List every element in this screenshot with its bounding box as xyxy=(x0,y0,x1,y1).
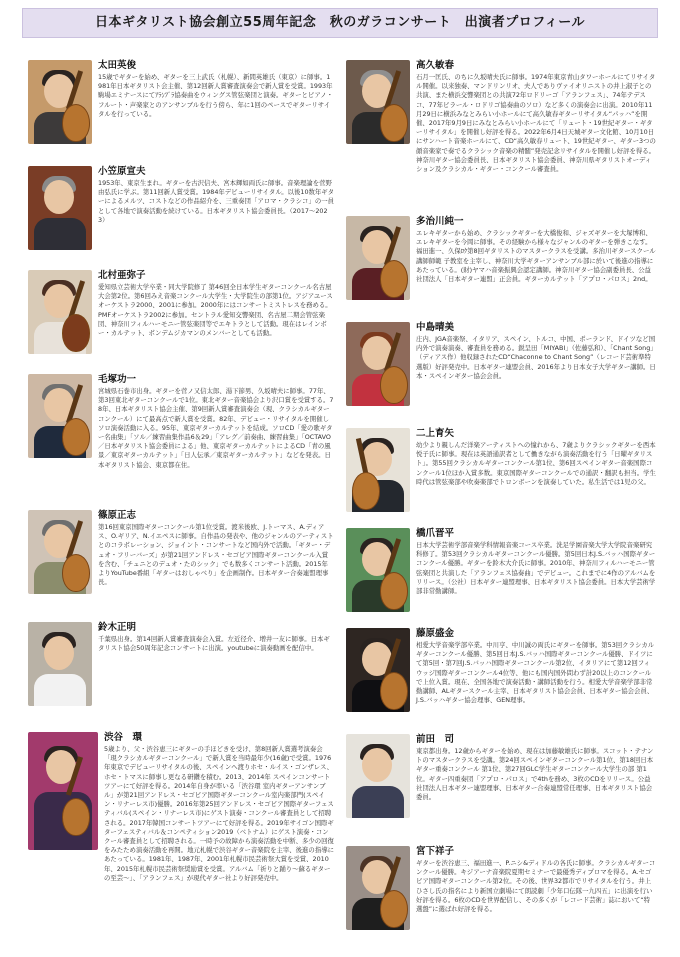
performer-name: 北村亜弥子 xyxy=(98,270,146,281)
profile-fujiwara xyxy=(346,628,656,712)
performer-name: 篠原正志 xyxy=(98,510,137,521)
performer-name: 橋爪晋平 xyxy=(416,528,455,539)
profile-shibuya xyxy=(28,732,334,883)
performer-name: 二上育矢 xyxy=(416,428,455,439)
profile-futagami xyxy=(346,428,656,512)
performer-name: 前田 司 xyxy=(416,734,455,745)
performer-photo xyxy=(28,510,92,594)
performer-bio: 第16回東京国際ギターコンクール第1位受賞。渡米後欧、J.トーマス、A.ディアス、O.ギリア、N.イエペスに師事。自作品の発表や、他のジャンルのアーティストとのコラボレーション、ジョイント・コンサートなど国内外で活動。「ギター・デュオ・フリーバーズ」が第21回アンドレス・セゴビア国際ギターコンクール入賞を含む、「チュニとのデュオ・たのシック」でも数多くコンサート活動。2015年よりYouTube番組「ギターはおしゃべり」を企画制作。日本ギター合奏連盟理事長。 xyxy=(98,523,334,587)
performer-name: 高久敏春 xyxy=(416,60,455,71)
performer-bio: 愛知県立芸術大学卒業・同大学院修了 第46回全日本学生ギターコンクール名古屋大会第2位。第6回みえ音楽コンクール大学生・大学院生の部第1位。アジアユースオーケストラ2000、2001に参加。2000年にはコンサートミストレスを務める。PMFオーケストラ2002に参加。セントラル愛知交響楽団、名古屋二期会管弦楽団、神奈川フィルハーモニー管弦楽団等でエキトラとして活動。現在はレインボー・カルテット、ボンデムジカマンのメンバーとしても活動。 xyxy=(98,283,333,338)
performer-photo xyxy=(28,374,92,458)
performer-photo xyxy=(346,216,410,300)
performer-bio: 1953年、東京生まれ。ギターを古沢信夫、宮本輝如両氏に師事。音楽理論を菅野由弘氏に学ぶ。第11回新人賞受賞。1984年デビューリサイタル。以後10数年ギターによるメルツ、コストなどの作品紹介を、三重奏団「アロマ・クラシコ」の一員として各地で演奏活動を続けている。日本ギタリスト協会委員長。（2017～2023） xyxy=(98,179,335,224)
performer-bio: 幼少より親しんだ洋楽アーティストへの憧れから、7歳よりクラシックギターを西本悦子氏に師事。現在は英語通訳者として働きながら演奏活動を行う「日曜ギタリスト」。第55回クラシカルギターコンクール第1位、第6回スペインギター音楽国際コンクール1位ほか入賞多数。東京国際ギターコンクールでの通訳・翻訳も担当。学生時代は管弦楽部や吹奏楽部でトロンボーンを演奏していた。私生活では1児の父。 xyxy=(416,441,656,486)
profile-suzuki xyxy=(28,622,334,706)
performer-name: 鈴木正明 xyxy=(98,622,137,633)
performer-name: 藤原盛金 xyxy=(416,628,455,639)
performer-photo xyxy=(28,166,92,250)
performer-photo xyxy=(28,732,98,850)
performer-photo xyxy=(28,622,92,706)
performer-name: 小笠原宣夫 xyxy=(98,166,146,177)
profile-miyashita xyxy=(346,846,656,930)
performer-bio: 相愛大学音楽学部卒業。中川亨、中川誠の両氏にギターを師事。第53回クラシカルギターコンクール優勝、第5回日本J.S.バッハ国際ギターコンクール優勝、ドイツにて第5回・第7回J.S.バッハ国際ギターコンクール第2位、イタリアにて第12回フィウッジ国際ギターコンクール4位等、他にも国内国外問わず計20以上のコンクールで上位入賞。現在、全国各地で演奏活動・講師活動を行う。相愛大学音楽学部非常勤講師、ALギタースクール主宰、日本ギタリスト協会会員、日本ギター協会会員、J.S.バッハギター協会理事、GEN理事。 xyxy=(416,641,655,705)
performer-name: 多治川純一 xyxy=(416,216,464,227)
performer-bio: 5歳より、父・渋谷恵三にギターの手ほどきを受け、第8回新人賞選考演奏会「現クラシカルギターコンクール」で新人賞を当時最年少(16歳)で受賞。1976年東京でデビューリサイタルの後、スペインへ渡りホセ・ルイス・ゴンザレス、ホセ・トマスに師事し更なる研鑽を積む。2013、2014年 スペインコンサートツアーにて好評を得る。2014年自身が率いる「渋谷環 室内ギターアンサンブル」が第21回アンドレス・セゴビア国際ギターコンクール室内楽部門(スペイン・リナーレス市)優勝。2016年第25回アンドレス・セゴビア国際ギターフェスティバル(スペイン・リナーレス市)にゲスト演奏・コンクール審査員として招聘される。2017年韓国コンサートツアーにて好評を得る。2019年サイゴン国際ギターフェスティバル＆コンペティション2019（ベトナム）にゲスト演奏・コンクール審査員として招聘される。一時予の故障から演奏活動を中断、多少の回復をみたため演奏活動を再開。地元札幌で渋谷ギター音楽院を主宰、後進の指導にあたっている。1981年、1987年、2001年札幌市民芸術祭大賞を受賞、2010年、2015年札幌市民芸術祭奨励賞を受賞。アルバム「祈りと踊り～蘇るギターの至芸～」、「アランフェス」が現代ギター社より好評発売中。 xyxy=(104,745,334,882)
performer-bio: ギターを渋谷恵三、福田進一、P.ニシ&ディドルの各氏に師事。クラシカルギターコンクール優勝。キジアーナ音楽院夏期セミナーで最優秀ディプロマを得る。A.セゴビア国際ギターコンクール第2位。その後、世界32都市でリサイタルを行う。井上ひさし氏の指名により新国立劇場にて朗読劇「少年口伝隊一九四五」に出演を行い好評を得る。6枚のCDを世界配信し、その多くが「レコード芸術」誌において“特選盤”に選ばれ好評を得る。 xyxy=(416,859,656,914)
performer-bio: 石月一匡氏、のちに久坂晴夫氏に師事。1974年東京青山タワーホールにてリサイタル開催。以来独奏、マンドリンリオ、夫人でありヴァイオリニストの井上淑子との共演、また横浜交響楽団との共演72年ロドリーゴ「アランフェス」、74年テデスコ、77年ピラール・ロドリゴ協奏曲のソロ）など多くの演奏会に出演。2010年11月29日に横浜みなとみらい小ホールにて高久敏春ギターリサイタル“パッハ”を開催、2017年9月9日にみなとみらい小ホールにて「リュート・19世紀ギター・ギターリサイタル」を開催し好評を得る。2022年6月4日天城ギター文化館、10月10日にサンハート音楽ホールにて、CD“高久敏春リュート、19世紀ギター、ギター3つの顔音楽家で奏でるクラシック音楽の精髄”発売記念リサイタルを開催し好評を得る。神奈川ギター協会委員長、日本ギタリスト協会委員、神奈川県ギタリストオーディション及クラシカル・ギター・コンクール審査員。 xyxy=(416,73,656,174)
performer-photo xyxy=(28,270,92,354)
performer-bio: 東京都出身。12歳からギターを始め、現在は加藤敏雄氏に師事。スコット・テナントのマスタークラスを受講。第24回スペインギターコンクール第1位、第18回日本ギター重奏コンクール 第1位、第27回GLC学生ギターコンクール大学生の部 第1位。ギター四重奏団「アプロ・パロス」で4thを務め、3枚のCDをリリース。公益社団法人日本ギター連盟理事、日本ギター合奏連盟常任理事、日本ギタリスト協会委員。 xyxy=(416,747,654,802)
performer-bio: 庄内、JGA音楽祭、イタリア、スペイン、トルコ、中国、ポーランド、ドイツなど国内外で演奏演奏、審査員を務める。鋭呈田「MIYABI」（佐藤弘和）、「Chant Song」（ディアス作）他収録されたCD“Chaconne to Chant Song”（レコード芸術準特選版）好評発売中。日本ギター連盟会員、2016年より日本女子大学ギター講師。日本・スペインギター協会会員。 xyxy=(416,335,656,380)
profile-hashizume xyxy=(346,528,656,612)
profile-ota xyxy=(28,60,334,144)
profile-shinohara xyxy=(28,510,334,594)
performer-name: 渋谷 環 xyxy=(104,732,143,743)
page-title: 日本ギタリスト協会創立55周年記念 秋のガラコンサート 出演者プロフィール xyxy=(22,8,658,38)
performer-name: 太田英俊 xyxy=(98,60,137,71)
performer-photo xyxy=(346,322,410,406)
performer-bio: 千葉県出身。第14回新人賞審査演奏会入賞。左近径介、増井一友に師事。日本ギタリスト協会50周年記念コンサートに出演。youtubeに演奏動画を配信中。 xyxy=(98,635,330,653)
performer-name: 宮下祥子 xyxy=(416,846,455,857)
performer-bio: 15歳でギターを始め、ギターを三上武氏（札幌）、新間英雄氏（東京）に師事。1981年日本ギタリスト会主催、第12回新人賞審査演奏会で新人賞を受賞。1993年駒場エミナースにてｱﾗﾝﾌﾞﾗ協奏曲をウィングス管弦楽団と演奏。ギターとピアノ・フルート・声楽家とのアンサンブルを行う傍ら、年に1回のペースでギターリサイタルを行っている。 xyxy=(98,73,333,118)
profile-takaku xyxy=(346,60,656,174)
profile-ogasawara xyxy=(28,166,334,250)
profile-kezuka xyxy=(28,374,334,470)
performer-photo xyxy=(346,628,410,712)
profile-kitamura xyxy=(28,270,334,354)
performer-bio: エレキギターから始め、クラシックギターを大橋俊和、ジャズギターを大塚博和、エレキギターを今岡に師事。その経験から様々なジャンルのギターを弾きこなす。福田進一、久保ﾛｸ第8回ギタリストのマスタークラスを受講。多治川ギタースクール講師師範 子教室を主宰し、神奈川大学ギターアンサンブル部に於いて後進の指導にあたっている。(財)ヤマハ音楽振興会認定講師。神奈川ギター協会副委員長、公益社団法人「日本ギター連盟」正会員。ギターカルテット「アプロ・パロス」2nd。 xyxy=(416,229,656,284)
performer-bio: 日本大学芸術学部音楽学科情報音楽コース卒業。洗足学園音楽大学大学院音楽研究科修了。第53回クラシカルギターコンクール優勝。第5回日本J.S.バッハ国際ギターコンクール優勝。ギターを鈴木大介氏に師事。2010年、神奈川フィルハーモニー管弦楽団と共演した「アランフェス協奏曲」でデビュー。これまでに4作のアルバムをリリース。（公社）日本ギター連盟理事、日本ギタリスト協会委員。日本大学芸術学部非常勤講師。 xyxy=(416,541,656,596)
profile-maeda xyxy=(346,734,656,818)
performer-name: 中島晴美 xyxy=(416,322,455,333)
performer-photo xyxy=(346,528,410,612)
performer-photo xyxy=(346,60,410,144)
performer-photo xyxy=(28,60,92,144)
performer-photo xyxy=(346,428,410,512)
profile-tajikawa xyxy=(346,216,656,300)
performer-name: 毛塚功一 xyxy=(98,374,137,385)
performer-photo xyxy=(346,846,410,930)
performer-photo xyxy=(346,734,410,818)
profile-nakajima xyxy=(346,322,656,406)
performer-bio: 宮城県石巻市出身。ギターを菅ノ又信太郎、湯下節男、久坂晴夫に師事。77年、第3回東北ギターコンクールで1位。東北ギター音楽協会より沢口賞を受賞する。78年、日本ギタリスト協会主催、第9回新人賞審査演奏会（現、クラシカルギターコンクール）にて最高点で新人賞を受賞。82年、デビュー・リサイタルを開催しソロ演奏活動に入る。95年、東京ギターカルテットを結成。ソロCD「愛の歌ギター名曲集」「ソル／練習曲集作品6＆29」「アレグ／前奏曲、練習曲集」「OCTAVO／日本ギタリスト協会委員による」他、東京ギターカルテットによるCD「青の風景／東京ギターカルテット」「日人伝承／東京ギターカルテット」などを発表。日本ギタリスト協会、東京都在住。 xyxy=(98,387,334,469)
